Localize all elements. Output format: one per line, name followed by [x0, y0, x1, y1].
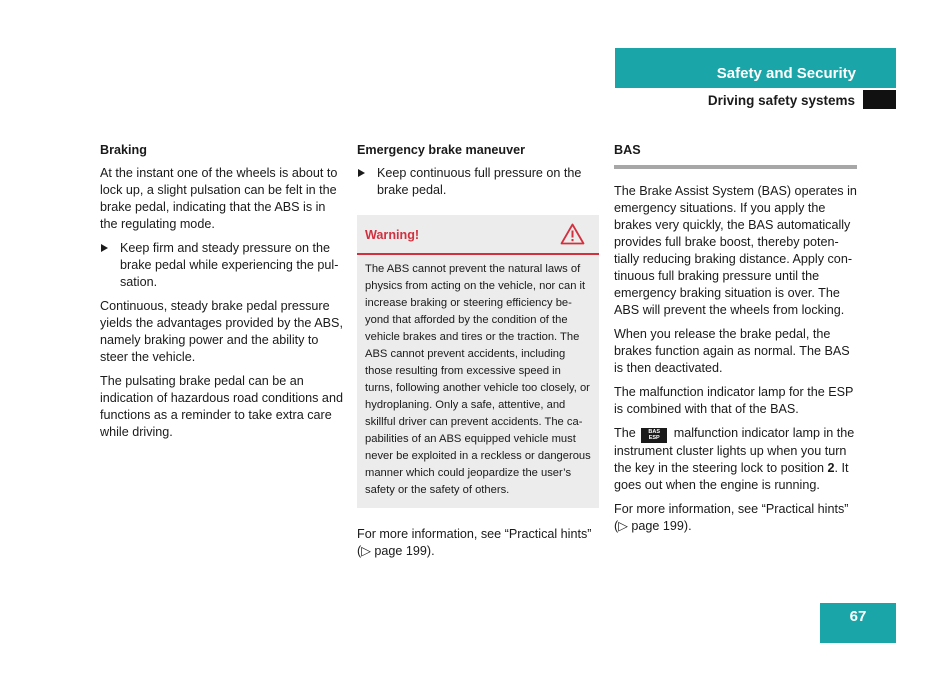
bas-p4-position: 2 — [827, 460, 835, 475]
subsection-title: Driving safety systems — [707, 93, 855, 108]
bas-paragraph-4 — [614, 425, 857, 494]
warning-text: The ABS cannot prevent the natural laws of physics from acting on the vehicle, nor can it increase braking or steering efficiency beyond that afforded by the condition of the vehicle brakes and tires or the traction. The ABS cannot prevent accidents, including those resulting from excessive speed in turns, following another vehicle too closely, or hydroplaning. Only a safe, attentive, and skillful driver can prevent accidents. The capabilities of an ABS equipped vehicle must never be exploited in a reckless or dangerous manner which could jeopardize the user’s safety or the safety of others. — [365, 263, 591, 496]
emergency-heading: Emergency brake maneuver — [357, 143, 526, 157]
emergency-more-info: For more information, see “Practical hints” (▷ page 199). — [357, 527, 592, 558]
bas-p4-end: . It goes out when the engine is running. — [614, 460, 849, 492]
bas-paragraph-3: The malfunction indicator lamp for the ESP is combined with that of the BAS. — [614, 385, 854, 416]
bas-paragraph-2: When you release the brake pedal, the brakes function again as normal. The BAS is then deactivated. — [614, 327, 850, 375]
warning-title: Warning! — [365, 228, 420, 242]
braking-heading: Braking — [100, 143, 147, 157]
page-number: 67 — [820, 603, 896, 643]
bullet-triangle-icon — [358, 169, 365, 177]
bullet-triangle-icon — [101, 244, 108, 252]
warning-header — [357, 215, 599, 255]
subsection-marker — [863, 90, 896, 109]
braking-bullet — [100, 240, 343, 291]
bas-paragraph-1: The Brake Assist System (BAS) operates in emergency situations. If you apply the brakes very quickly, the BAS automatically provides full brake boost, thereby potentially reducing braking distance. Apply continuous full braking pressure until the emergency braking situation is over. The ABS will prevent the wheels from locking. — [614, 184, 857, 317]
bas-heading-rule — [614, 165, 857, 169]
emergency-bullet — [357, 165, 599, 199]
section-header — [615, 48, 896, 88]
badge-line-bas: BAS — [648, 429, 661, 435]
braking-paragraph-2: Continuous, steady brake pedal pressure yields the advantages provided by the ABS, namely braking power and the ability to steer the vehicle. — [100, 299, 343, 364]
bas-more-info: For more information, see “Practical hints” (▷ page 199). — [614, 501, 849, 533]
braking-bullet-text: Keep firm and steady pressure on the brake pedal while experiencing the pulsation. — [120, 241, 339, 289]
braking-paragraph-3: The pulsating brake pedal can be an indication of hazardous road conditions and functions as a reminder to take extra care while driving. — [100, 374, 343, 439]
bas-esp-lamp-icon — [641, 428, 667, 443]
emergency-bullet-text: Keep continuous full pressure on the brake pedal. — [377, 166, 582, 197]
badge-line-esp: ESP — [648, 435, 660, 441]
bas-heading: BAS — [614, 143, 641, 157]
braking-paragraph-1: At the instant one of the wheels is about to lock up, a slight pulsation can be felt in the brake pedal, indicating that the ABS is in the regulating mode. — [100, 166, 338, 231]
warning-triangle-icon — [560, 223, 585, 245]
bas-p4-start: The — [614, 426, 636, 440]
column-braking — [100, 142, 343, 448]
warning-box — [357, 215, 599, 508]
bas-p4-middle: malfunction indicator lamp in the instrument cluster lights up when you turn the key in the steering lock to position — [614, 426, 855, 475]
section-title: Safety and Security — [716, 65, 856, 82]
column-emergency-brake — [357, 142, 599, 567]
column-bas — [614, 142, 857, 542]
